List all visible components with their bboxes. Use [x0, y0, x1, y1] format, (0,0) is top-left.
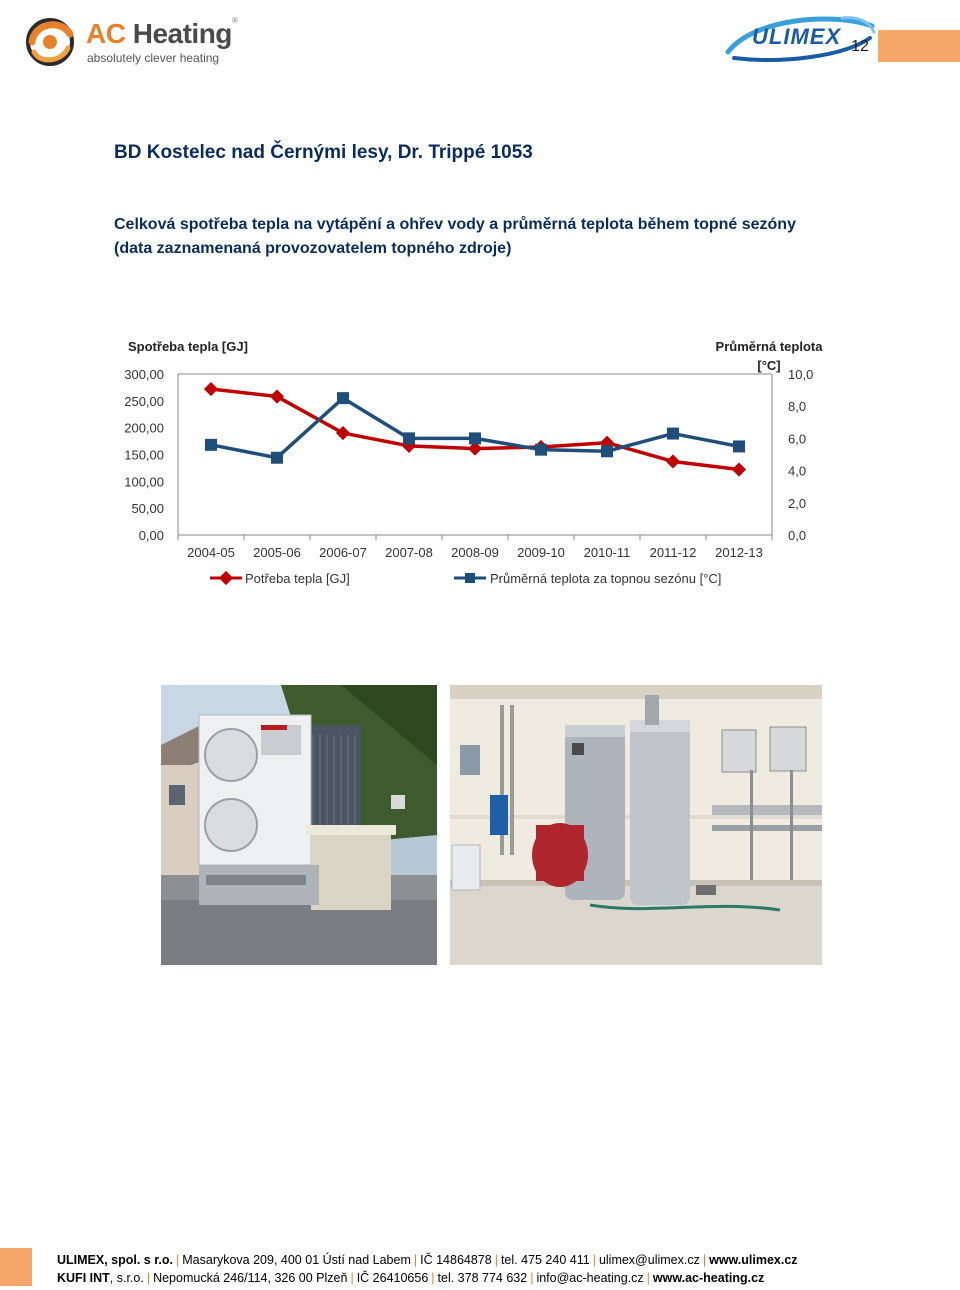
right-tick-label: 2,0	[788, 495, 807, 511]
right-tick-label: 8,0	[788, 399, 807, 415]
heat-data-point	[204, 382, 218, 396]
header-accent-bar	[878, 30, 960, 62]
footer-line-kufi	[57, 1271, 764, 1285]
temperature-data-point	[271, 452, 283, 464]
x-tick-label: 2009-10	[517, 545, 565, 560]
legend-label-heat: Potřeba tepla [GJ]	[245, 571, 350, 586]
ac-name-part1: AC	[86, 18, 133, 49]
temperature-data-point	[205, 439, 217, 451]
footer-kufi-company-suffix: , s.r.o.	[109, 1271, 144, 1285]
footer-separator: |	[431, 1271, 435, 1285]
registered-mark: ®	[232, 16, 238, 25]
left-axis-title: Spotřeba tepla [GJ]	[128, 339, 248, 354]
heat-consumption-chart	[0, 330, 960, 600]
series-line-heat	[211, 389, 739, 470]
footer-separator: |	[494, 1253, 498, 1267]
boiler-room-photo-illustration	[450, 685, 822, 965]
temperature-data-point	[337, 392, 349, 404]
temperature-data-point	[535, 444, 547, 456]
right-axis-title-line2: [°C]	[757, 358, 781, 373]
x-tick-label: 2011-12	[649, 545, 697, 560]
footer-separator: |	[350, 1271, 354, 1285]
footer-kufi-email[interactable]: info@ac-heating.cz	[536, 1271, 644, 1285]
footer-separator: |	[646, 1271, 650, 1285]
footer-kufi-company: KUFI INT	[57, 1271, 110, 1285]
series-layer	[204, 382, 746, 477]
footer-accent-square	[0, 1248, 32, 1286]
footer-ulimex-web[interactable]: www.ulimex.cz	[709, 1253, 798, 1267]
legend-label-temp: Průměrná teplota za topnou sezónu [°C]	[490, 571, 722, 586]
chart-caption-line2: (data zaznamenaná provozovatelem topného zdroje)	[114, 240, 512, 257]
left-tick-label: 300,00	[124, 367, 164, 382]
heat-data-point	[270, 389, 284, 403]
right-tick-label: 0,0	[788, 528, 807, 543]
footer-ulimex-address: Masarykova 209, 400 01 Ústí nad Labem	[182, 1253, 411, 1267]
temperature-data-point	[469, 432, 481, 444]
temperature-data-point	[733, 440, 745, 452]
left-tick-label: 100,00	[124, 474, 164, 490]
ac-name-part2: Heating	[132, 18, 232, 49]
legend-marker-heat	[219, 571, 233, 585]
footer-ulimex-tel: tel. 475 240 411	[500, 1253, 590, 1267]
right-tick-label: 4,0	[788, 463, 807, 479]
left-tick-label: 250,00	[124, 393, 164, 409]
x-tick-label: 2007-08	[385, 545, 433, 560]
footer-kufi-tel: tel. 378 774 632	[437, 1271, 528, 1285]
heat-data-point	[336, 426, 350, 440]
x-tick-label: 2010-11	[583, 545, 631, 560]
x-tick-label: 2006-07	[319, 545, 367, 560]
footer-kufi-address: Nepomucká 246/114, 326 00 Plzeň	[153, 1271, 348, 1285]
footer-ulimex-company: ULIMEX, spol. s r.o.	[57, 1253, 173, 1267]
left-tick-label: 150,00	[124, 447, 164, 463]
footer-kufi-ic: IČ 26410656	[356, 1271, 429, 1285]
ac-heating-name	[86, 18, 232, 50]
x-tick-label: 2005-06	[253, 545, 301, 560]
chart-caption-line1: Celková spotřeba tepla na vytápění a ohřev vody a průměrná teplota během topné sezóny	[114, 216, 796, 233]
x-axis-ticks	[178, 535, 772, 560]
left-tick-label: 0,00	[138, 528, 164, 543]
photo-outdoor-heat-pump	[161, 685, 437, 965]
x-tick-label: 2012-13	[715, 545, 763, 560]
legend-marker-temp	[465, 573, 475, 583]
ac-heating-logo	[22, 10, 242, 72]
footer-separator: |	[146, 1271, 151, 1285]
footer-separator: |	[530, 1271, 534, 1285]
heat-data-point	[666, 454, 680, 468]
left-tick-label: 50,00	[131, 501, 164, 517]
footer-ulimex-email[interactable]: ulimex@ulimex.cz	[598, 1253, 700, 1267]
footer-separator: |	[592, 1253, 596, 1267]
footer-separator: |	[702, 1253, 707, 1267]
x-tick-label: 2004-05	[187, 545, 235, 560]
ulimex-wordmark: ULIMEX	[752, 24, 842, 49]
heat-pump-photo-illustration	[161, 685, 437, 965]
footer-kufi-web[interactable]: www.ac-heating.cz	[652, 1271, 765, 1285]
page-number: 12	[851, 38, 869, 55]
right-axis-ticks	[788, 367, 813, 543]
photo-boiler-room	[450, 685, 822, 965]
ac-heating-swirl-icon	[22, 12, 80, 68]
footer-ulimex-ic: IČ 14864878	[420, 1253, 492, 1267]
footer-separator: |	[413, 1253, 418, 1267]
footer-separator: |	[176, 1253, 180, 1267]
temperature-data-point	[667, 428, 679, 440]
heat-data-point	[732, 462, 746, 476]
left-tick-label: 200,00	[124, 420, 164, 436]
x-tick-label: 2008-09	[451, 545, 499, 560]
right-axis-title-line1: Průměrná teplota	[715, 339, 823, 354]
temperature-data-point	[601, 445, 613, 457]
right-tick-label: 6,0	[788, 431, 807, 447]
left-axis-ticks	[124, 367, 164, 543]
chart-legend	[210, 571, 721, 586]
footer-line-ulimex	[57, 1253, 798, 1267]
temperature-data-point	[403, 432, 415, 444]
page-title: BD Kostelec nad Černými lesy, Dr. Trippé 1053	[114, 142, 533, 163]
ac-heating-tagline: absolutely clever heating	[87, 51, 220, 65]
right-tick-label: 10,0	[788, 367, 814, 382]
